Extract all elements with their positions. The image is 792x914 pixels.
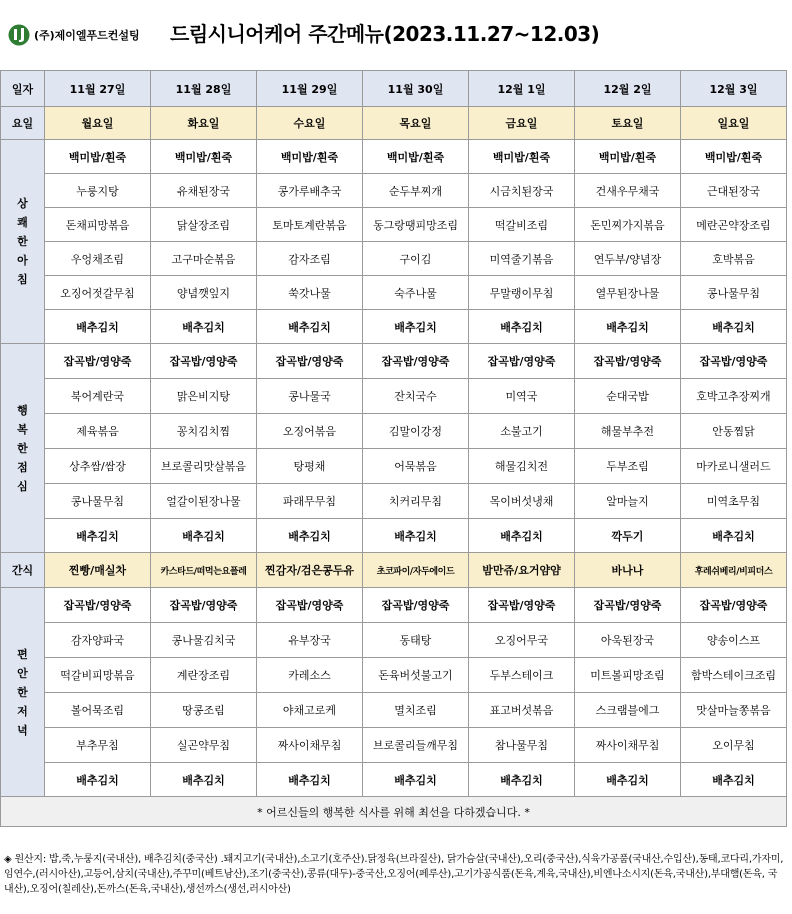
snack-cell: 후레쉬베리/비피더스 [681, 553, 787, 588]
menu-item-cell: 근대된장국 [681, 174, 787, 208]
menu-item-cell: 표고버섯볶음 [469, 693, 575, 728]
menu-item-cell: 배추김치 [257, 763, 363, 797]
menu-item-cell: 숙주나물 [363, 276, 469, 310]
menu-item-cell: 안동찜닭 [681, 414, 787, 449]
menu-item-cell: 동그랑땡피망조림 [363, 208, 469, 242]
date-cell: 11월 30일 [363, 71, 469, 107]
menu-item-cell: 시금치된장국 [469, 174, 575, 208]
menu-item-cell: 콩나물무침 [681, 276, 787, 310]
date-cell: 12월 2일 [575, 71, 681, 107]
lunch-label-char: 복 [17, 422, 28, 436]
menu-item-cell: 미역국 [469, 379, 575, 414]
menu-item-cell: 배추김치 [469, 763, 575, 797]
menu-item-cell: 오징어젓갈무침 [45, 276, 151, 310]
menu-item-cell: 돈육버섯불고기 [363, 658, 469, 693]
menu-item-cell: 돈민찌가지볶음 [575, 208, 681, 242]
menu-item-cell: 누룽지탕 [45, 174, 151, 208]
menu-item-cell: 감자양파국 [45, 623, 151, 658]
menu-item-cell: 짜사이채무침 [257, 728, 363, 763]
snack-label: 간식 [1, 553, 45, 588]
menu-item-cell: 백미밥/흰죽 [681, 140, 787, 174]
menu-item-cell: 배추김치 [151, 763, 257, 797]
menu-item-cell: 부추무침 [45, 728, 151, 763]
page-header [0, 0, 792, 70]
menu-item-cell: 배추김치 [363, 763, 469, 797]
menu-item-cell: 잡곡밥/영양죽 [257, 588, 363, 623]
menu-item-cell: 우엉채조림 [45, 242, 151, 276]
lunch-row [1, 344, 787, 379]
company-logo [8, 20, 140, 50]
menu-item-cell: 어묵볶음 [363, 449, 469, 484]
lunch-row [1, 414, 787, 449]
menu-item-cell: 배추김치 [257, 519, 363, 553]
menu-item-cell: 백미밥/흰죽 [257, 140, 363, 174]
menu-item-cell: 콩나물무침 [45, 484, 151, 519]
menu-item-cell: 상추쌈/쌈장 [45, 449, 151, 484]
company-name: (주)제이엘푸드컨설팅 [34, 29, 140, 42]
menu-item-cell: 두부조림 [575, 449, 681, 484]
menu-item-cell: 콩가루배추국 [257, 174, 363, 208]
menu-item-cell: 호박볶음 [681, 242, 787, 276]
menu-item-cell: 김말이강정 [363, 414, 469, 449]
dinner-label-char: 편 [17, 647, 28, 661]
menu-item-cell: 알마늘지 [575, 484, 681, 519]
menu-item-cell: 볼어묵조림 [45, 693, 151, 728]
menu-item-cell: 메란곤약장조림 [681, 208, 787, 242]
menu-item-cell: 잡곡밥/영양죽 [681, 344, 787, 379]
menu-item-cell: 함박스테이크조림 [681, 658, 787, 693]
breakfast-row [1, 310, 787, 344]
weekday-cell: 수요일 [257, 107, 363, 140]
menu-item-cell: 실곤약무침 [151, 728, 257, 763]
menu-item-cell: 잡곡밥/영양죽 [575, 588, 681, 623]
menu-item-cell: 마카로니샐러드 [681, 449, 787, 484]
weekday-cell: 목요일 [363, 107, 469, 140]
menu-item-cell: 배추김치 [575, 310, 681, 344]
date-row [1, 71, 787, 107]
menu-item-cell: 백미밥/흰죽 [575, 140, 681, 174]
dinner-row [1, 658, 787, 693]
menu-item-cell: 오이무침 [681, 728, 787, 763]
menu-item-cell: 맛살마늘쫑볶음 [681, 693, 787, 728]
date-cell: 11월 28일 [151, 71, 257, 107]
menu-item-cell: 구이김 [363, 242, 469, 276]
menu-item-cell: 배추김치 [45, 310, 151, 344]
weekday-label: 요일 [1, 107, 45, 140]
menu-item-cell: 잡곡밥/영양죽 [575, 344, 681, 379]
menu-item-cell: 제육볶음 [45, 414, 151, 449]
date-cell: 11월 27일 [45, 71, 151, 107]
menu-item-cell: 땅콩조림 [151, 693, 257, 728]
menu-item-cell: 탕평채 [257, 449, 363, 484]
menu-item-cell: 잡곡밥/영양죽 [363, 588, 469, 623]
menu-item-cell: 쑥갓나물 [257, 276, 363, 310]
logo-mark-icon [8, 22, 30, 48]
breakfast-label-char: 쾌 [17, 216, 28, 229]
weekday-cell: 화요일 [151, 107, 257, 140]
menu-item-cell: 스크램블에그 [575, 693, 681, 728]
lunch-label-char: 심 [17, 479, 28, 493]
menu-item-cell: 양송이스프 [681, 623, 787, 658]
lunch-label-char: 행 [17, 403, 28, 417]
menu-item-cell: 아욱된장국 [575, 623, 681, 658]
menu-item-cell: 콩나물김치국 [151, 623, 257, 658]
breakfast-label [1, 140, 45, 344]
breakfast-row [1, 174, 787, 208]
menu-item-cell: 소불고기 [469, 414, 575, 449]
lunch-label [1, 344, 45, 553]
breakfast-row [1, 208, 787, 242]
snack-cell: 바나나 [575, 553, 681, 588]
weekday-cell: 금요일 [469, 107, 575, 140]
menu-item-cell: 잡곡밥/영양죽 [151, 344, 257, 379]
menu-item-cell: 무말랭이무침 [469, 276, 575, 310]
lunch-label-char: 한 [17, 441, 28, 455]
dinner-label-char: 안 [17, 666, 28, 680]
notice-row [1, 797, 787, 827]
menu-item-cell: 백미밥/흰죽 [363, 140, 469, 174]
menu-item-cell: 북어계란국 [45, 379, 151, 414]
menu-item-cell: 배추김치 [151, 519, 257, 553]
menu-item-cell: 잡곡밥/영양죽 [151, 588, 257, 623]
dinner-row [1, 728, 787, 763]
date-cell: 12월 1일 [469, 71, 575, 107]
menu-item-cell: 배추김치 [45, 763, 151, 797]
lunch-row [1, 484, 787, 519]
menu-item-cell: 미역초무침 [681, 484, 787, 519]
menu-item-cell: 잡곡밥/영양죽 [681, 588, 787, 623]
menu-item-cell: 배추김치 [151, 310, 257, 344]
menu-item-cell: 닭살장조림 [151, 208, 257, 242]
menu-item-cell: 브로콜리들깨무침 [363, 728, 469, 763]
menu-item-cell: 배추김치 [681, 519, 787, 553]
menu-item-cell: 오징어무국 [469, 623, 575, 658]
snack-cell: 카스타드/떠먹는요플레 [151, 553, 257, 588]
menu-item-cell: 브로콜리맛살볶음 [151, 449, 257, 484]
menu-item-cell: 건새우무채국 [575, 174, 681, 208]
menu-item-cell: 잡곡밥/영양죽 [257, 344, 363, 379]
dinner-row [1, 588, 787, 623]
snack-cell: 찐빵/매실차 [45, 553, 151, 588]
menu-item-cell: 카레소스 [257, 658, 363, 693]
menu-item-cell: 떡갈비조림 [469, 208, 575, 242]
menu-item-cell: 목이버섯냉채 [469, 484, 575, 519]
menu-item-cell: 열무된장나물 [575, 276, 681, 310]
menu-item-cell: 미역줄기볶음 [469, 242, 575, 276]
menu-item-cell: 돈채피망볶음 [45, 208, 151, 242]
menu-item-cell: 잡곡밥/영양죽 [469, 588, 575, 623]
menu-item-cell: 떡갈비피망볶음 [45, 658, 151, 693]
lunch-row [1, 379, 787, 414]
weekday-row [1, 107, 787, 140]
menu-item-cell: 잡곡밥/영양죽 [45, 344, 151, 379]
menu-item-cell: 백미밥/흰죽 [469, 140, 575, 174]
menu-item-cell: 배추김치 [469, 519, 575, 553]
menu-item-cell: 배추김치 [45, 519, 151, 553]
menu-item-cell: 꽁치김치찜 [151, 414, 257, 449]
dinner-label-char: 녁 [17, 723, 28, 737]
menu-item-cell: 토마토계란볶음 [257, 208, 363, 242]
menu-item-cell: 콩나물국 [257, 379, 363, 414]
menu-item-cell: 계란장조림 [151, 658, 257, 693]
menu-item-cell: 배추김치 [363, 519, 469, 553]
dinner-row [1, 763, 787, 797]
dinner-label [1, 588, 45, 797]
breakfast-label-char: 한 [17, 235, 28, 248]
menu-item-cell: 백미밥/흰죽 [151, 140, 257, 174]
menu-item-cell: 연두부/양념장 [575, 242, 681, 276]
menu-item-cell: 참나물무침 [469, 728, 575, 763]
weekday-cell: 토요일 [575, 107, 681, 140]
day-label: 일자 [1, 71, 45, 107]
menu-item-cell: 치커리무침 [363, 484, 469, 519]
menu-item-cell: 배추김치 [469, 310, 575, 344]
dinner-label-char: 한 [17, 685, 28, 699]
snack-cell: 밤만쥬/요거얌얌 [469, 553, 575, 588]
snack-cell: 초코파이/자두에이드 [363, 553, 469, 588]
menu-item-cell: 잡곡밥/영양죽 [469, 344, 575, 379]
page-title: 드림시니어케어 주간메뉴(2023.11.27~12.03) [170, 22, 600, 46]
menu-item-cell: 고구마순볶음 [151, 242, 257, 276]
lunch-row [1, 449, 787, 484]
menu-item-cell: 배추김치 [681, 763, 787, 797]
menu-item-cell: 배추김치 [575, 763, 681, 797]
dinner-label-char: 저 [17, 704, 28, 718]
menu-item-cell: 양념깻잎지 [151, 276, 257, 310]
breakfast-label-char: 침 [17, 273, 28, 286]
menu-item-cell: 백미밥/흰죽 [45, 140, 151, 174]
menu-item-cell: 맑은비지탕 [151, 379, 257, 414]
menu-item-cell: 짜사이채무침 [575, 728, 681, 763]
menu-item-cell: 깍두기 [575, 519, 681, 553]
dinner-row [1, 623, 787, 658]
menu-item-cell: 잡곡밥/영양죽 [45, 588, 151, 623]
origin-note: ◈ 원산지: 밥,죽,누룽지(국내산), 배추김치(중국산) .돼지고기(국내산),소고기(호주산).닭정육(브라질산), 닭가슴살(국내산),오리(중국산),식육가공품(국내산,수입산),동태,코다리,가자미,임연수,(러시아산),고등어,삼치(국내산),주꾸미(베트남산),조기(중국산),콩류(대두)-중국산,오징어(페루산),고기가공식품(돈육,계육,국내산),비엔나소시지(돈육,국내산),부대햄(돈육, 국내산),오징어(칠레산),돈까스(돈육,국내산),생선까스(생선,러시아산) [4, 854, 784, 895]
lunch-label-char: 점 [17, 460, 28, 474]
menu-item-cell: 유채된장국 [151, 174, 257, 208]
menu-item-cell: 잔치국수 [363, 379, 469, 414]
weekly-menu-table [0, 70, 787, 827]
dinner-row [1, 693, 787, 728]
menu-item-cell: 호박고추장찌개 [681, 379, 787, 414]
menu-item-cell: 순대국밥 [575, 379, 681, 414]
date-cell: 12월 3일 [681, 71, 787, 107]
menu-item-cell: 유부장국 [257, 623, 363, 658]
menu-item-cell: 배추김치 [681, 310, 787, 344]
menu-item-cell: 동태탕 [363, 623, 469, 658]
breakfast-row [1, 242, 787, 276]
menu-item-cell: 얼갈이된장나물 [151, 484, 257, 519]
menu-item-cell: 미트볼피망조림 [575, 658, 681, 693]
lunch-row [1, 519, 787, 553]
breakfast-row [1, 276, 787, 310]
snack-cell: 찐감자/검은콩두유 [257, 553, 363, 588]
menu-item-cell: 잡곡밥/영양죽 [363, 344, 469, 379]
date-cell: 11월 29일 [257, 71, 363, 107]
menu-item-cell: 오징어볶음 [257, 414, 363, 449]
notice-text: * 어르신들의 행복한 식사를 위해 최선을 다하겠습니다. * [1, 797, 787, 827]
breakfast-row [1, 140, 787, 174]
menu-item-cell: 두부스테이크 [469, 658, 575, 693]
menu-item-cell: 배추김치 [257, 310, 363, 344]
snack-row [1, 553, 787, 588]
menu-item-cell: 야채고로케 [257, 693, 363, 728]
menu-item-cell: 멸치조림 [363, 693, 469, 728]
menu-item-cell: 파래무무침 [257, 484, 363, 519]
menu-body [1, 71, 787, 827]
breakfast-label-char: 아 [17, 254, 28, 267]
menu-item-cell: 감자조림 [257, 242, 363, 276]
menu-item-cell: 해물부추전 [575, 414, 681, 449]
menu-item-cell: 배추김치 [363, 310, 469, 344]
menu-item-cell: 순두부찌개 [363, 174, 469, 208]
weekday-cell: 일요일 [681, 107, 787, 140]
breakfast-label-char: 상 [17, 197, 28, 210]
weekday-cell: 월요일 [45, 107, 151, 140]
menu-item-cell: 해물김치전 [469, 449, 575, 484]
